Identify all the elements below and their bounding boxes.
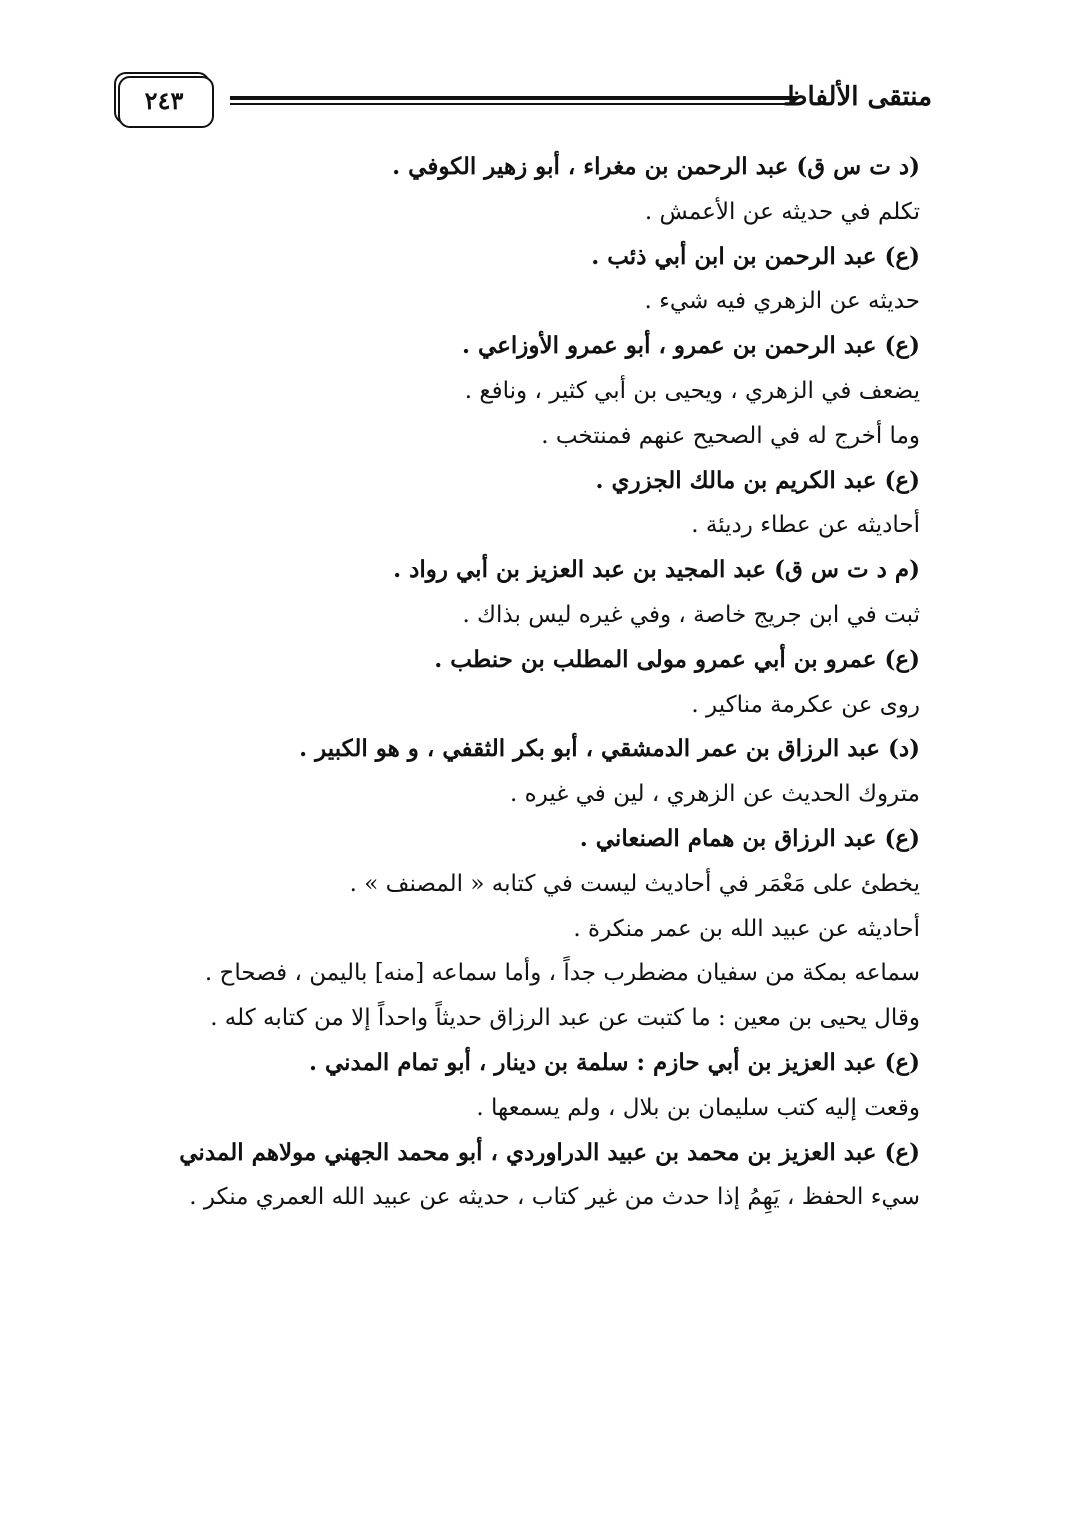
header-rule-thick: [230, 96, 797, 100]
text-line-23: (ع) عبد العزيز بن محمد بن عبيد الدراوردي ، أبو محمد الجهني مولاهم المدني: [179, 1138, 920, 1166]
text-line-6: يضعف في الزهري ، ويحيى بن أبي كثير ، ونافع .: [464, 377, 920, 404]
text-line-19: سماعه بمكة من سفيان مضطرب جداً ، وأما سماعه [منه] باليمن ، فصحاح .: [204, 960, 920, 987]
page-header: [112, 72, 932, 134]
text-line-11: ثبت في ابن جريج خاصة ، وفي غيره ليس بذاك .: [462, 601, 920, 628]
text-line-17: يخطئ على مَعْمَر في أحاديث ليست في كتابه « المصنف » .: [349, 870, 920, 897]
text-line-4: حديثه عن الزهري فيه شيء .: [644, 288, 920, 315]
text-line-24: سيء الحفظ ، يَهِمُ إذا حدث من غير كتاب ، حديثه عن عبيد الله العمري منكر .: [189, 1184, 920, 1211]
text-line-16: (ع) عبد الرزاق بن همام الصنعاني .: [579, 824, 920, 852]
text-line-22: وقعت إليه كتب سليمان بن بلال ، ولم يسمعها .: [476, 1094, 920, 1121]
text-line-9: أحاديثه عن عطاء رديئة .: [691, 512, 920, 539]
text-line-15: متروك الحديث عن الزهري ، لين في غيره .: [509, 781, 920, 808]
text-line-12: (ع) عمرو بن أبي عمرو مولى المطلب بن حنطب .: [434, 645, 920, 673]
text-line-1: (د ت س ق) عبد الرحمن بن مغراء ، أبو زهير الكوفي .: [392, 153, 920, 180]
text-line-20: وقال يحيى بن معين : ما كتبت عن عبد الرزاق حديثاً واحداً إلا من كتابه كله .: [210, 1005, 920, 1032]
text-line-3: (ع) عبد الرحمن بن ابن أبي ذئب .: [591, 242, 920, 270]
running-title: منتقى الألفاظ: [783, 82, 932, 112]
text-line-13: روى عن عكرمة مناكير .: [691, 691, 920, 718]
text-line-10: (م د ت س ق) عبد المجيد بن عبد العزيز بن أبي رواد .: [393, 556, 920, 584]
text-line-21: (ع) عبد العزيز بن أبي حازم : سلمة بن دينار ، أبو تمام المدني .: [308, 1048, 920, 1076]
text-line-8: (ع) عبد الكريم بن مالك الجزري .: [595, 466, 920, 494]
text-line-7: وما أخرج له في الصحيح عنهم فمنتخب .: [541, 422, 920, 449]
page-number: ٢٤٣: [144, 85, 184, 115]
text-line-18: أحاديثه عن عبيد الله بن عمر منكرة .: [573, 915, 920, 942]
text-line-14: (د) عبد الرزاق بن عمر الدمشقي ، أبو بكر الثقفي ، و هو الكبير .: [299, 735, 920, 763]
text-line-2: تكلم في حديثه عن الأعمش .: [644, 198, 920, 225]
page-body: [179, 145, 920, 1220]
header-rule-thin: [230, 103, 797, 105]
text-line-5: (ع) عبد الرحمن بن عمرو ، أبو عمرو الأوزاعي .: [461, 332, 920, 360]
